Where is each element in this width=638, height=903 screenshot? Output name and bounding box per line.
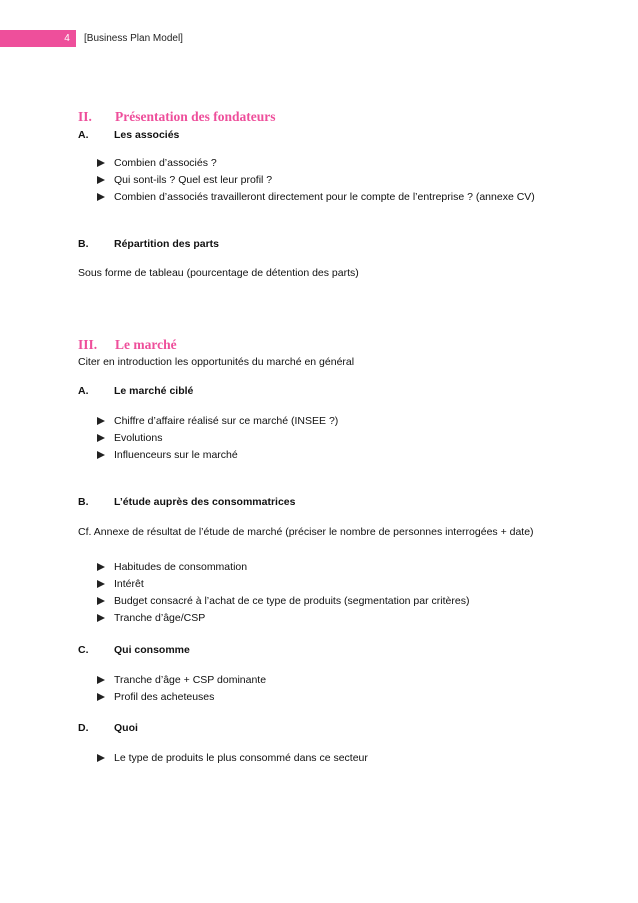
bullet-item	[97, 595, 469, 607]
bullet-text: Qui sont-ils ? Quel est leur profil ?	[114, 174, 273, 186]
bullet-item	[97, 174, 272, 186]
subsection-title-etude: L’étude auprès des consommatrices	[114, 496, 296, 508]
subsection-title-quoi: Quoi	[114, 722, 138, 734]
bullet-item	[97, 752, 368, 764]
arrow-bullet-icon	[97, 434, 105, 442]
arrow-bullet-icon	[97, 176, 105, 184]
bullet-text: Budget consacré à l’achat de ce type de produits (segmentation par critères)	[114, 595, 470, 607]
bullet-item	[97, 674, 266, 686]
bullet-text: Chiffre d’affaire réalisé sur ce marché (INSEE ?)	[114, 415, 339, 427]
bullet-item	[97, 415, 338, 427]
bullet-text: Evolutions	[114, 432, 163, 444]
bullet-text: Profil des acheteuses	[114, 691, 215, 703]
bullet-text: Combien d’associés ?	[114, 157, 217, 169]
section-number: III.	[78, 337, 98, 352]
bullet-text: Le type de produits le plus consommé dans ce secteur	[114, 752, 368, 764]
bullet-text: Tranche d’âge + CSP dominante	[114, 674, 267, 686]
subsection-letter: C.	[78, 644, 89, 656]
bullet-item	[97, 157, 217, 169]
page-number: 4	[64, 33, 70, 44]
section-title-fondateurs: Présentation des fondateurs	[115, 109, 276, 124]
bullet-text: Tranche d’âge/CSP	[114, 612, 206, 624]
subsection-title-associes: Les associés	[114, 129, 180, 141]
paragraph-intro: Citer en introduction les opportunités du marché en général	[78, 356, 355, 368]
section-title-marche: Le marché	[115, 337, 177, 352]
arrow-bullet-icon	[97, 159, 105, 167]
bullet-item	[97, 432, 162, 444]
subsection-title-qui: Qui consomme	[114, 644, 190, 656]
bullet-text: Habitudes de consommation	[114, 561, 248, 573]
bullet-item	[97, 578, 144, 590]
bullet-text: Intérêt	[114, 578, 144, 590]
arrow-bullet-icon	[97, 597, 105, 605]
bullet-item	[97, 691, 214, 703]
paragraph: Cf. Annexe de résultat de l’étude de marché (préciser le nombre de personnes interrogées + date)	[78, 526, 534, 538]
subsection-title-parts: Répartition des parts	[114, 238, 220, 250]
arrow-bullet-icon	[97, 580, 105, 588]
subsection-letter: D.	[78, 722, 89, 734]
bullet-text: Combien d’associés travailleront directement pour le compte de l’entreprise ? (annexe CV)	[114, 191, 535, 203]
bullet-item	[97, 191, 535, 203]
subsection-letter: A.	[78, 385, 89, 397]
subsection-letter: A.	[78, 129, 89, 141]
arrow-bullet-icon	[97, 676, 105, 684]
subsection-letter: B.	[78, 238, 89, 250]
paragraph: Sous forme de tableau (pourcentage de détention des parts)	[78, 267, 359, 279]
bullet-item	[97, 561, 247, 573]
bullet-item	[97, 612, 205, 624]
arrow-bullet-icon	[97, 417, 105, 425]
section-number: II.	[78, 109, 92, 124]
arrow-bullet-icon	[97, 693, 105, 701]
arrow-bullet-icon	[97, 614, 105, 622]
subsection-title-cible: Le marché ciblé	[114, 385, 194, 397]
header-title: [Business Plan Model]	[84, 33, 183, 44]
subsection-letter: B.	[78, 496, 89, 508]
arrow-bullet-icon	[97, 563, 105, 571]
arrow-bullet-icon	[97, 754, 105, 762]
arrow-bullet-icon	[97, 193, 105, 201]
bullet-text: Influenceurs sur le marché	[114, 449, 238, 461]
bullet-item	[97, 449, 238, 461]
arrow-bullet-icon	[97, 451, 105, 459]
